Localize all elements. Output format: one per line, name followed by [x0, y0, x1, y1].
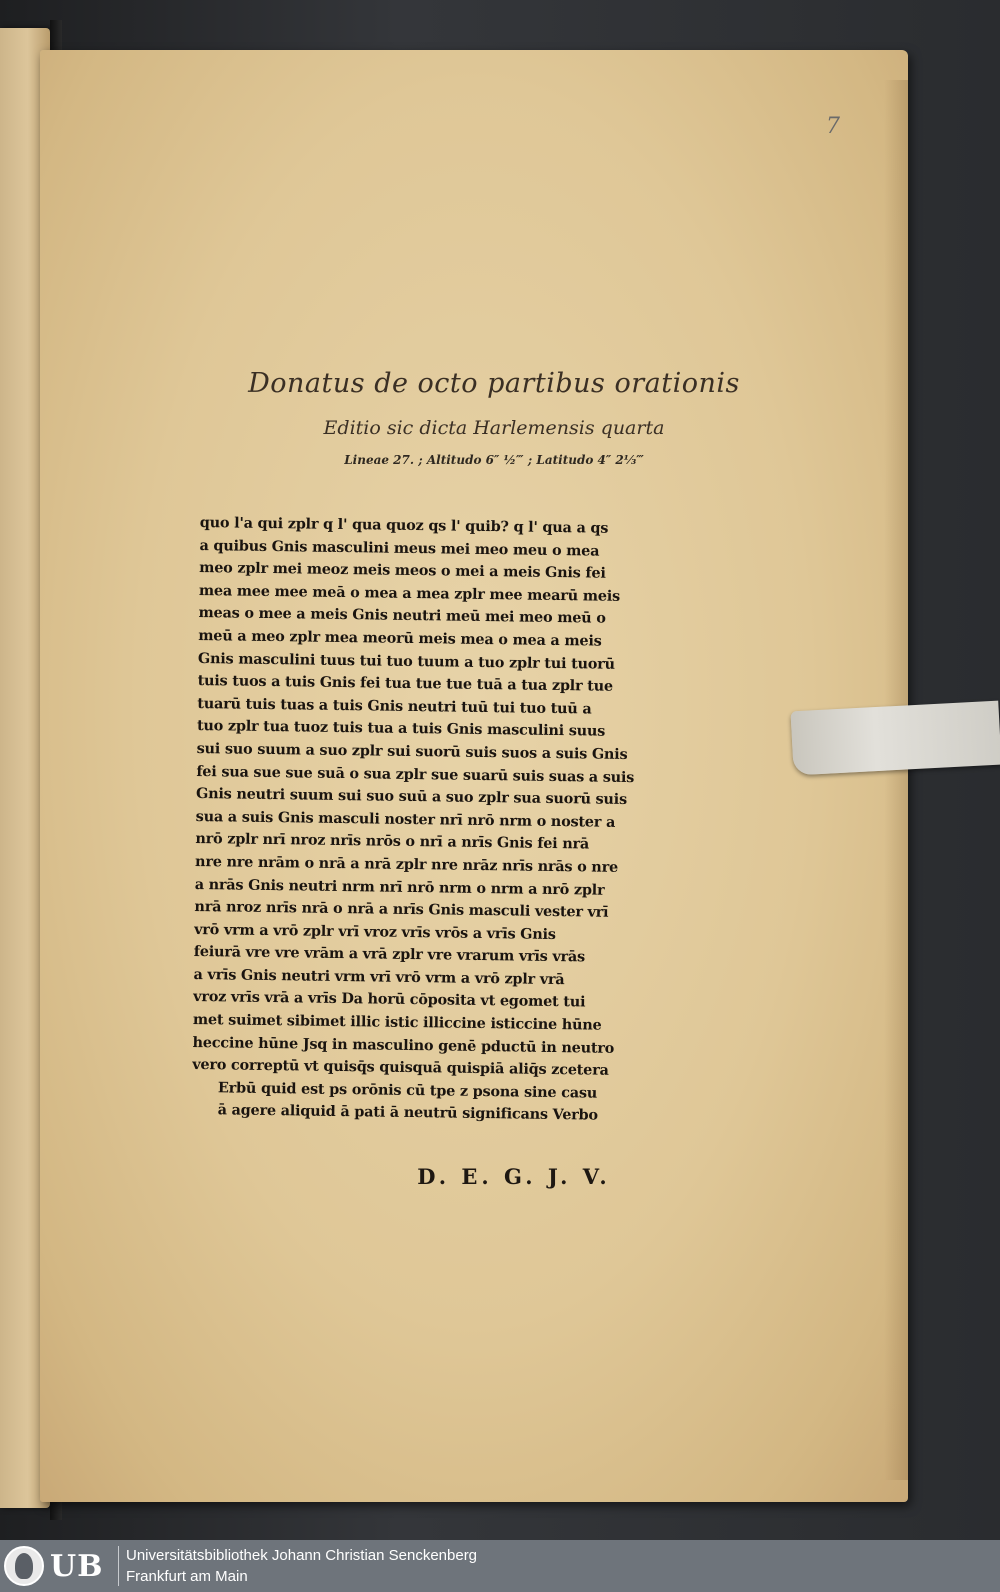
text-line: vroz vrīs vrā a vrīs Da horū cōposita vt egomet tui [193, 988, 586, 1011]
portrait-seal-icon [4, 1546, 44, 1586]
text-line: nrō zplr nrī nroz nrīs nrōs o nrī a nrīs Gnis fei nrā [195, 830, 590, 853]
text-line: met suimet sibimet illic istic illiccine isticcine hūne [192, 1011, 602, 1034]
logo-text: UB [50, 1548, 104, 1584]
text-line: meo zplr mei meoz meis meos o mei a meis Gnis fei [199, 559, 606, 582]
text-line: sui suo suum a suo zplr sui suorū suis suos a suis Gnis [196, 739, 628, 763]
footer-bar [0, 1540, 1000, 1592]
institution-line-1: Universitätsbibliothek Johann Christian Senckenberg [126, 1547, 478, 1564]
institution-line-2: Frankfurt am Main [126, 1568, 248, 1585]
library-logo [4, 1544, 114, 1588]
text-line: sua a suis Gnis masculi noster nrī nrō nrm o noster a [195, 807, 616, 831]
text-line: a quibus Gnis masculini meus mei meo meu o mea [199, 536, 600, 560]
text-line: feiurā vre vre vrām a vrā zplr vre vrarum vrīs vrās [193, 943, 586, 966]
text-line: heccine hūne Jsq in masculino genē pductū in neutro [192, 1033, 615, 1057]
text-line: vero correptū vt quisq̄s quisquā quispiā aliq̄s zcetera [192, 1056, 609, 1080]
text-line: tuarū tuis tuas a tuis Gnis neutri tuū tui tuo tuū a [197, 694, 592, 718]
text-line: Gnis masculini tuus tui tuo tuum a tuo zplr tui tuorū [197, 649, 616, 673]
text-line: tuo zplr tua tuoz tuis tua a tuis Gnis masculini suus [196, 717, 606, 741]
footer-divider [118, 1546, 119, 1586]
document-subtitle: Editio sic dicta Harlemensis quarta [323, 417, 665, 439]
institution-name [126, 1545, 477, 1587]
document-page [40, 50, 908, 1502]
paper-bookmark-tab [790, 701, 1000, 776]
text-line: meas o mee a meis Gnis neutri meū mei meo meū o [198, 604, 606, 628]
title-block [40, 368, 908, 467]
page-edge-shading [884, 80, 908, 1480]
text-line: vrō vrm a vrō zplr vrī vroz vrīs vrōs a vrīs Gnis [194, 920, 556, 943]
text-line: quo l'a qui zplr q l' qua quoz qs l' quib? q l' qua a qs [199, 513, 609, 537]
document-title: Donatus de octo partibus orationis [248, 368, 740, 399]
text-line: Erbū quid est ps orōnis cū tpe z psona sine casu [217, 1079, 598, 1102]
page-number: 7 [826, 114, 840, 139]
text-line: meū a meo zplr mea meorū meis mea o mea a meis [198, 626, 602, 650]
text-line: a vrīs Gnis neutri vrm vrī vrō vrm a vrō zplr vrā [193, 965, 565, 989]
text-line: a nrās Gnis neutri nrm nrī nrō nrm o nrm a nrō zplr [194, 875, 605, 899]
signature-initials: D. E. G. J. V. [417, 1164, 611, 1189]
text-line: tuis tuos a tuis Gnis fei tua tue tue tuā a tua zplr tue [197, 672, 613, 695]
text-line: ā agere aliquid ā pati ā neutrū significans Verbo [217, 1101, 598, 1125]
text-line: nrā nroz nrīs nrā o nrā a nrīs Gnis masculi vester vrī [194, 898, 609, 921]
text-line: nre nre nrām o nrā a nrā zplr nre nrāz nrīs nrās o nre [195, 852, 619, 876]
document-dimensions: Lineae 27. ; Altitudo 6″ ½‴ ; Latitudo 4″ 2⅓‴ [344, 453, 644, 467]
blackletter-text-block [191, 512, 669, 1129]
text-line: fei sua sue sue suā o sua zplr sue suarū suis suas a suis [196, 762, 635, 786]
text-line: mea mee mee meā o mea a mea zplr mee mearū meis [198, 581, 621, 605]
text-line: Gnis neutri suum sui suo suū a suo zplr sua suorū suis [195, 785, 628, 809]
